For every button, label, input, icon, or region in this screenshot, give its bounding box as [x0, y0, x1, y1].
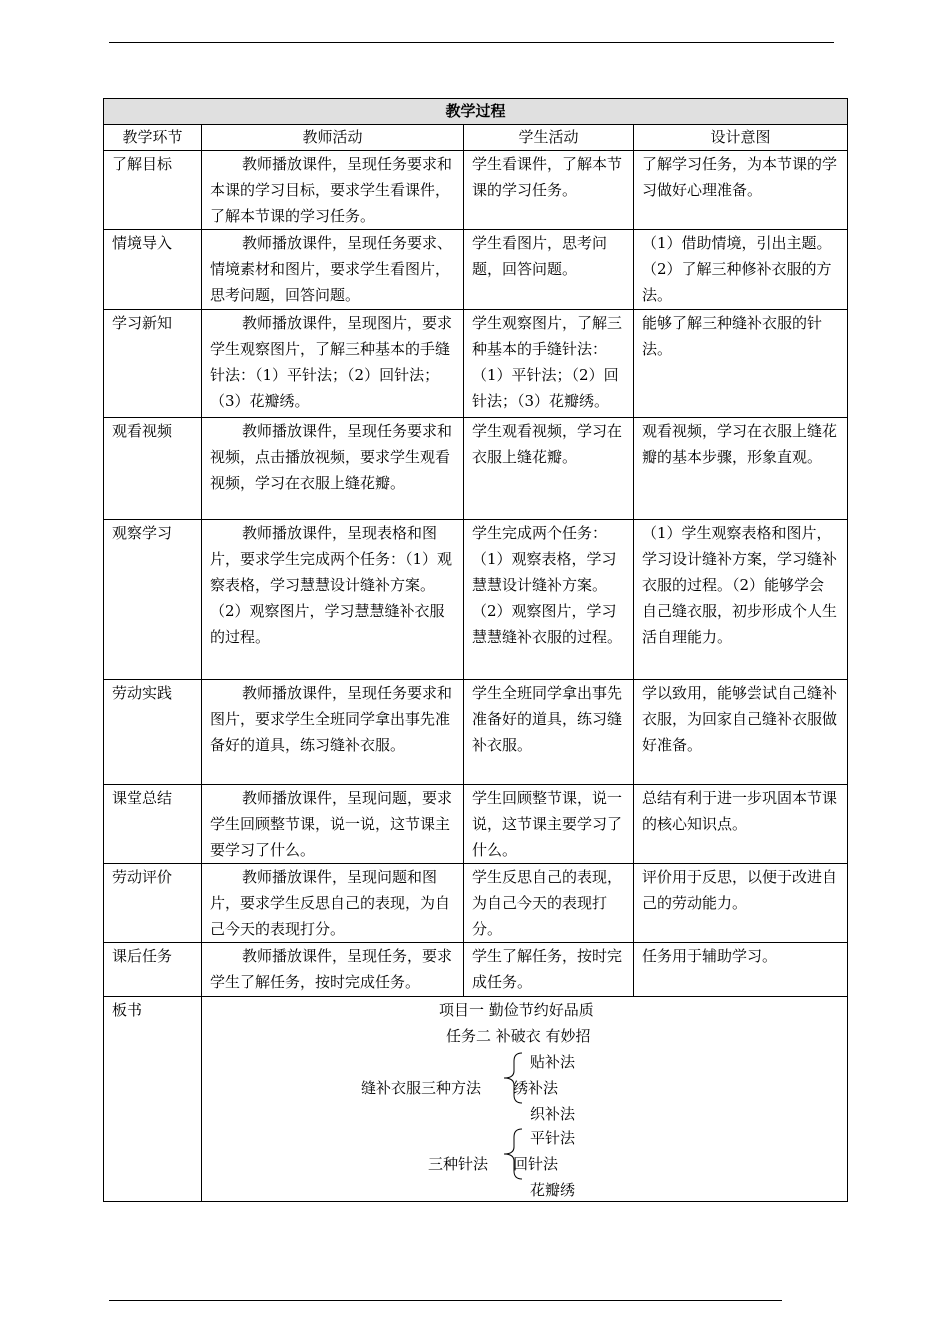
- student-activity-cell: 学生了解任务，按时完成任务。: [464, 943, 634, 997]
- stage-cell: 情境导入: [104, 230, 202, 310]
- board-item: 绣补法: [513, 1079, 559, 1097]
- blackboard-cell: [202, 997, 848, 1202]
- stage-cell: 学习新知: [104, 310, 202, 418]
- student-activity-cell: 学生观看视频，学习在衣服上缝花瓣。: [464, 418, 634, 520]
- design-intent-cell: 学以致用，能够尝试自己缝补衣服，为回家自己缝补衣服做好准备。: [634, 680, 848, 785]
- design-intent-cell: 任务用于辅助学习。: [634, 943, 848, 997]
- teacher-activity-cell: 教师播放课件，呈现任务要求和本课的学习目标，要求学生看课件，了解本节课的学习任务。: [202, 151, 464, 230]
- teacher-activity-cell: 教师播放课件，呈现任务要求、情境素材和图片，要求学生看图片，思考问题，回答问题。: [202, 230, 464, 310]
- teacher-activity-cell: 教师播放课件，呈现任务，要求学生了解任务，按时完成任务。: [202, 943, 464, 997]
- table-row: [104, 520, 848, 680]
- stage-cell: 板书: [104, 997, 202, 1202]
- student-activity-cell: 学生看图片，思考问题，回答问题。: [464, 230, 634, 310]
- board-group-label: 三种针法: [428, 1155, 489, 1173]
- board-item: 平针法: [530, 1129, 576, 1147]
- design-intent-cell: 观看视频，学习在衣服上缝花瓣的基本步骤，形象直观。: [634, 418, 848, 520]
- stage-cell: 课堂总结: [104, 785, 202, 864]
- board-item: 花瓣绣: [530, 1181, 576, 1199]
- student-activity-cell: 学生观察图片，了解三种基本的手缝针法：（1）平针法；（2）回针法；（3）花瓣绣。: [464, 310, 634, 418]
- blackboard-layout: [202, 997, 847, 1201]
- stage-cell: 观看视频: [104, 418, 202, 520]
- table-row: [104, 310, 848, 418]
- table-row: [104, 943, 848, 997]
- student-activity-cell: 学生回顾整节课，说一说，这节课主要学习了什么。: [464, 785, 634, 864]
- design-intent-cell: （1）学生观察表格和图片，学习设计缝补方案，学习缝补衣服的过程。（2）能够学会自己缝衣服，初步形成个人生活自理能力。: [634, 520, 848, 680]
- table-row: [104, 680, 848, 785]
- blackboard-row: [104, 997, 848, 1202]
- table-row: [104, 418, 848, 520]
- board-task-title: 任务二 补破衣 有妙招: [446, 1027, 591, 1045]
- header-teacher: 教师活动: [202, 125, 464, 151]
- design-intent-cell: 能够了解三种缝补衣服的针法。: [634, 310, 848, 418]
- teaching-process-table: [103, 98, 848, 1202]
- table-title: 教学过程: [104, 99, 848, 125]
- teacher-activity-cell: 教师播放课件，呈现任务要求和视频，点击播放视频，要求学生观看视频，学习在衣服上缝花瓣。: [202, 418, 464, 520]
- student-activity-cell: 学生全班同学拿出事先准备好的道具，练习缝补衣服。: [464, 680, 634, 785]
- stage-cell: 了解目标: [104, 151, 202, 230]
- design-intent-cell: 了解学习任务，为本节课的学习做好心理准备。: [634, 151, 848, 230]
- teacher-activity-cell: 教师播放课件，呈现任务要求和图片，要求学生全班同学拿出事先准备好的道具，练习缝补衣服。: [202, 680, 464, 785]
- teacher-activity-cell: 教师播放课件，呈现表格和图片，要求学生完成两个任务：（1）观察表格，学习慧慧设计缝补方案。（2）观察图片，学习慧慧缝补衣服的过程。: [202, 520, 464, 680]
- header-student: 学生活动: [464, 125, 634, 151]
- board-group-label: 缝补衣服三种方法: [361, 1079, 482, 1097]
- design-intent-cell: 总结有利于进一步巩固本节课的核心知识点。: [634, 785, 848, 864]
- header-intent: 设计意图: [634, 125, 848, 151]
- stage-cell: 劳动实践: [104, 680, 202, 785]
- student-activity-cell: 学生看课件，了解本节课的学习任务。: [464, 151, 634, 230]
- stage-cell: 观察学习: [104, 520, 202, 680]
- board-item: 贴补法: [530, 1053, 576, 1071]
- stage-cell: 劳动评价: [104, 864, 202, 943]
- table-header-row: [104, 125, 848, 151]
- stage-cell: 课后任务: [104, 943, 202, 997]
- board-item: 回针法: [513, 1155, 559, 1173]
- header-stage: 教学环节: [104, 125, 202, 151]
- table-row: [104, 230, 848, 310]
- teacher-activity-cell: 教师播放课件，呈现图片，要求学生观察图片，了解三种基本的手缝针法：（1）平针法；（2）回针法；（3）花瓣绣。: [202, 310, 464, 418]
- board-project-title: 项目一 勤俭节约好品质: [439, 1001, 594, 1019]
- table-row: [104, 785, 848, 864]
- table-row: [104, 864, 848, 943]
- teacher-activity-cell: 教师播放课件，呈现问题，要求学生回顾整节课，说一说，这节课主要学习了什么。: [202, 785, 464, 864]
- header-rule: [109, 42, 834, 43]
- board-item: 织补法: [530, 1105, 576, 1123]
- design-intent-cell: 评价用于反思，以便于改进自己的劳动能力。: [634, 864, 848, 943]
- student-activity-cell: 学生反思自己的表现，为自己今天的表现打分。: [464, 864, 634, 943]
- teacher-activity-cell: 教师播放课件，呈现问题和图片，要求学生反思自己的表现，为自己今天的表现打分。: [202, 864, 464, 943]
- footer-rule: [109, 1300, 782, 1301]
- student-activity-cell: 学生完成两个任务：（1）观察表格，学习慧慧设计缝补方案。（2）观察图片，学习慧慧缝补衣服的过程。: [464, 520, 634, 680]
- table-row: [104, 151, 848, 230]
- design-intent-cell: （1）借助情境，引出主题。（2）了解三种修补衣服的方法。: [634, 230, 848, 310]
